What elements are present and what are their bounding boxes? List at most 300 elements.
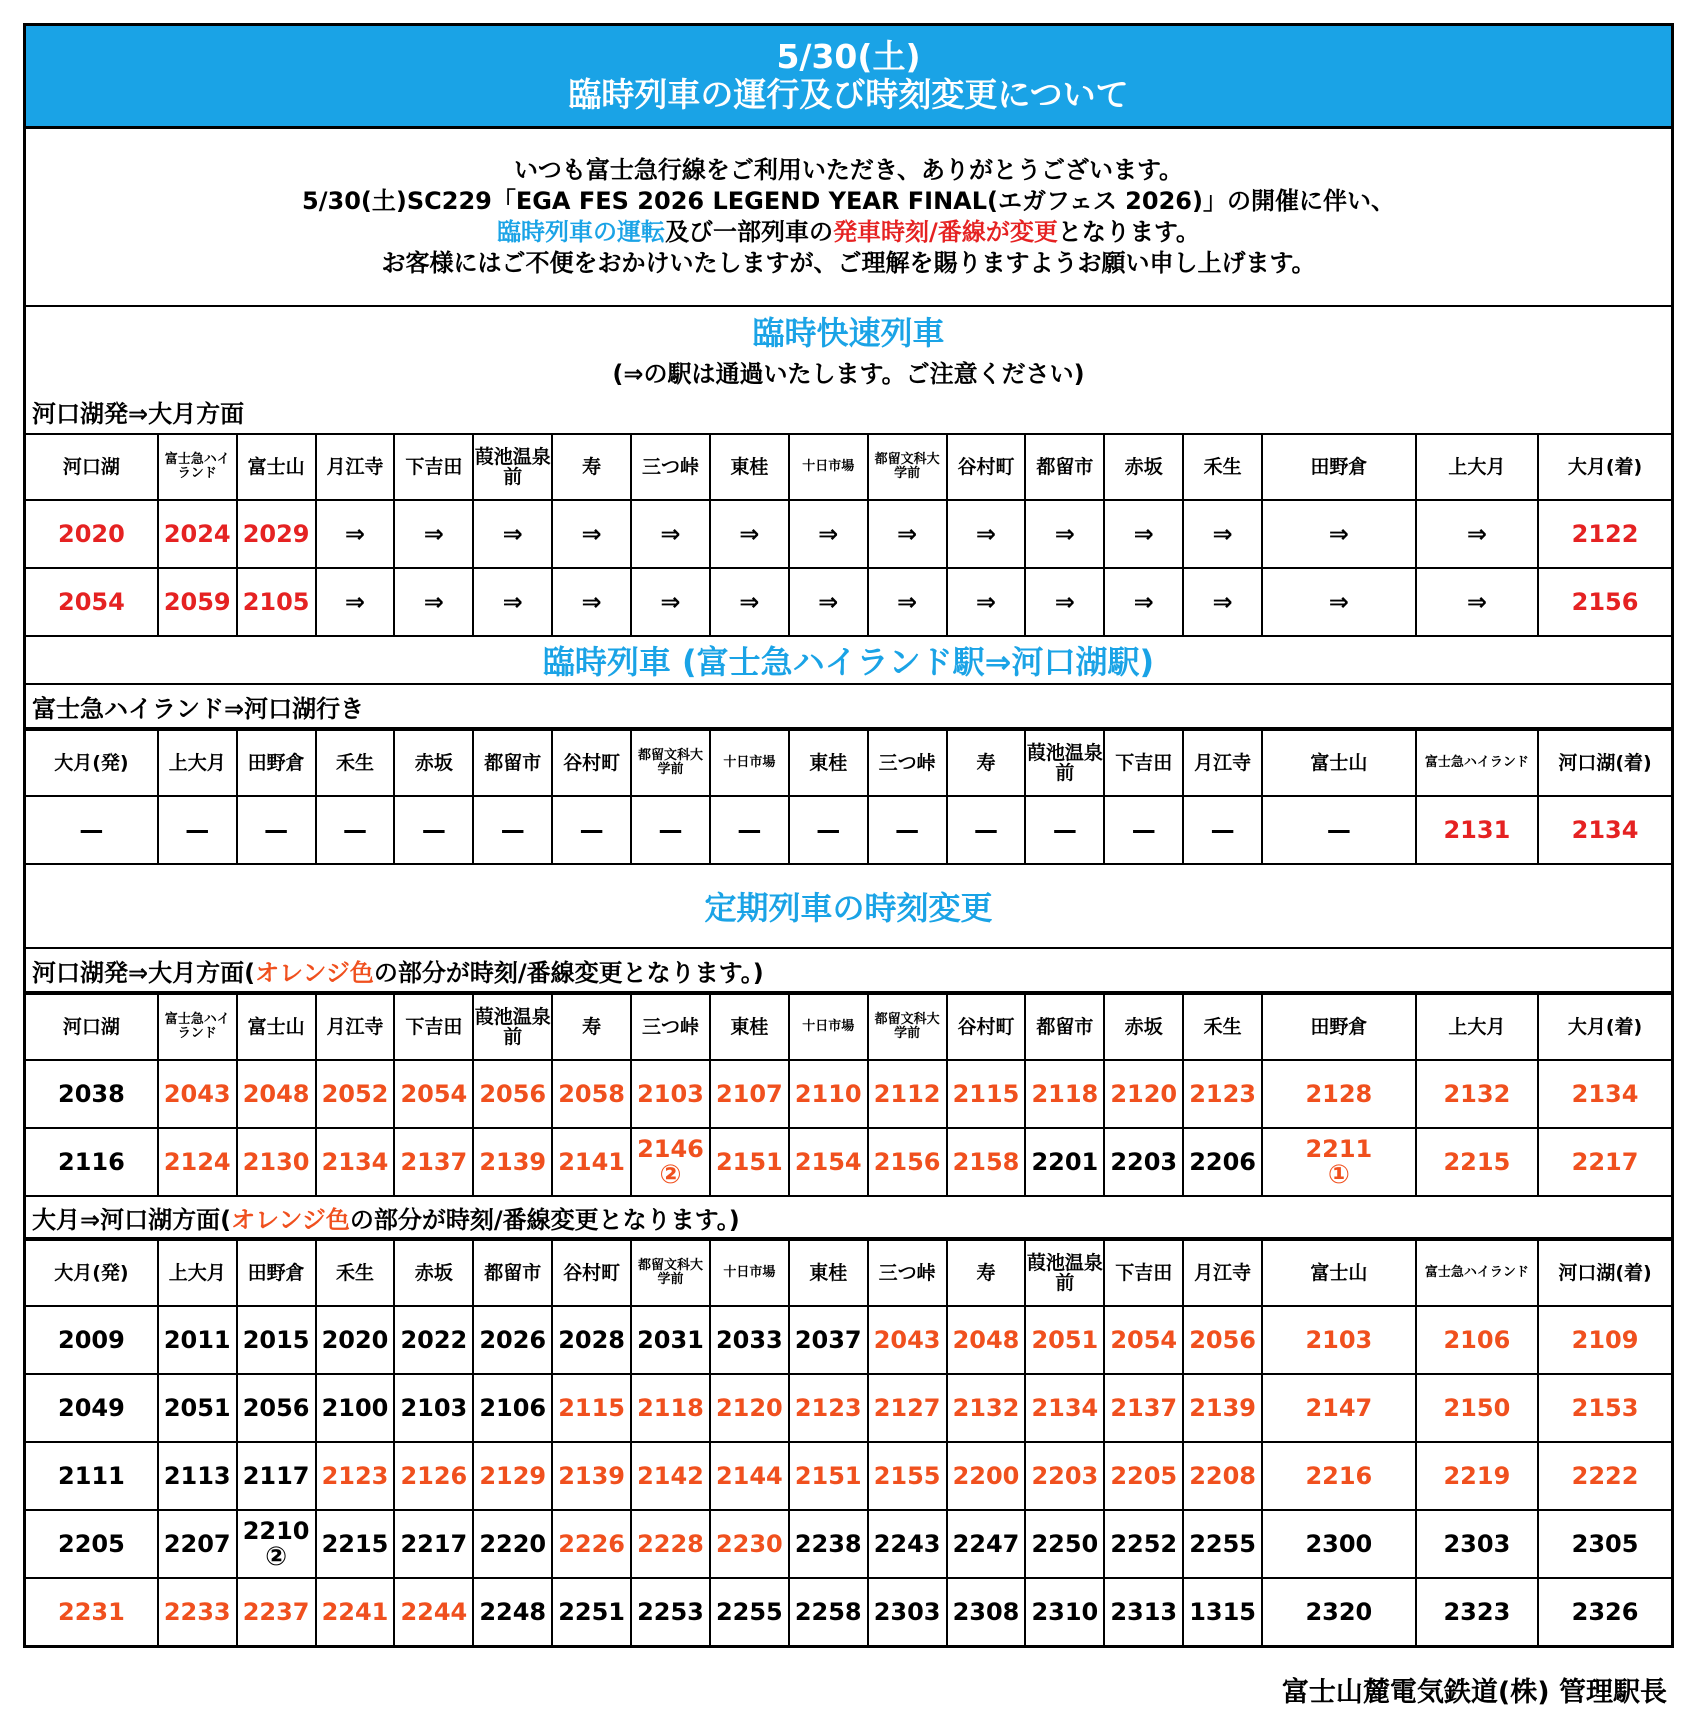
up-time-cell: 2216 xyxy=(1262,1442,1416,1510)
special-time-cell: — xyxy=(631,796,710,863)
up-time-cell: 2031 xyxy=(631,1306,710,1374)
special-time-cell: — xyxy=(1025,796,1104,863)
rapid-time-cell: ⇒ xyxy=(1416,500,1538,568)
up-time-cell: 2118 xyxy=(631,1374,710,1442)
down-time-cell: 2139 xyxy=(473,1128,552,1195)
platform-number: ① xyxy=(1327,1160,1350,1190)
rapid-header-cell: 大月(着) xyxy=(1538,434,1671,500)
title-date: 5/30(土) xyxy=(776,37,921,76)
down-time-cell: 2128 xyxy=(1262,1060,1416,1128)
up-time-cell: 2303 xyxy=(868,1578,947,1645)
notice-text xyxy=(26,129,1671,307)
up-direction xyxy=(26,1195,1671,1239)
up-time-cell: 2230 xyxy=(710,1510,789,1578)
up-time-cell: 2048 xyxy=(947,1306,1026,1374)
special-header-cell: 田野倉 xyxy=(237,730,316,796)
title-bar xyxy=(26,26,1671,129)
special-header-cell: 葭池温泉前 xyxy=(1025,730,1104,796)
up-time-cell: 2222 xyxy=(1538,1442,1671,1510)
up-time-cell: 2056 xyxy=(1183,1306,1262,1374)
time-value: 2146 xyxy=(637,1135,704,1163)
rapid-time-cell: ⇒ xyxy=(631,568,710,635)
timetable-notice xyxy=(23,23,1674,1648)
down-header-cell: 十日市場 xyxy=(789,994,868,1060)
title-main: 臨時列車の運行及び時刻変更について xyxy=(568,75,1129,114)
up-time-cell: 2020 xyxy=(316,1306,395,1374)
special-header-cell: 谷村町 xyxy=(552,730,631,796)
up-header-cell: 十日市場 xyxy=(710,1240,789,1306)
down-time-cell: 2130 xyxy=(237,1128,316,1195)
up-time-cell: 2129 xyxy=(473,1442,552,1510)
down-time-cell: 2120 xyxy=(1104,1060,1183,1128)
direction-text: 河口湖発⇒大月方面( xyxy=(32,958,256,987)
up-time-cell: 2255 xyxy=(1183,1510,1262,1578)
up-row xyxy=(26,1578,1671,1645)
down-header-cell: 禾生 xyxy=(1183,994,1262,1060)
rapid-direction: 河口湖発⇒大月方面 xyxy=(32,399,245,428)
down-header-cell: 上大月 xyxy=(1416,994,1538,1060)
up-time-cell: 2208 xyxy=(1183,1442,1262,1510)
down-time-cell: 2137 xyxy=(394,1128,473,1195)
down-time-cell: 2134 xyxy=(1538,1060,1671,1128)
up-time-cell: 2115 xyxy=(552,1374,631,1442)
rapid-time-cell: ⇒ xyxy=(710,568,789,635)
up-time-cell: 2308 xyxy=(947,1578,1026,1645)
down-header-cell: 田野倉 xyxy=(1262,994,1416,1060)
up-time-cell: 2310 xyxy=(1025,1578,1104,1645)
rapid-time-cell: ⇒ xyxy=(710,500,789,568)
rapid-time-cell: ⇒ xyxy=(631,500,710,568)
down-time-cell: 2206 xyxy=(1183,1128,1262,1195)
up-time-cell: 2243 xyxy=(868,1510,947,1578)
up-time-cell: 2233 xyxy=(158,1578,237,1645)
notice-text-part: 及び一部列車の xyxy=(665,218,834,246)
rapid-time-cell: ⇒ xyxy=(1104,500,1183,568)
up-header-cell: 葭池温泉前 xyxy=(1025,1240,1104,1306)
up-time-cell: 2049 xyxy=(26,1374,158,1442)
down-time-cell: 2116 xyxy=(26,1128,158,1195)
down-row xyxy=(26,1060,1671,1128)
up-time-cell: 2051 xyxy=(1025,1306,1104,1374)
up-header-cell: 都留市 xyxy=(473,1240,552,1306)
special-header-cell: 富士山 xyxy=(1262,730,1416,796)
up-time-cell: 2123 xyxy=(316,1442,395,1510)
special-time-cell: — xyxy=(1262,796,1416,863)
down-header-cell: 大月(着) xyxy=(1538,994,1671,1060)
platform-number: ② xyxy=(659,1160,682,1190)
time-value: 2211 xyxy=(1305,1135,1373,1163)
rapid-time-cell: ⇒ xyxy=(1416,568,1538,635)
special-header-cell: 禾生 xyxy=(316,730,395,796)
up-time-cell: 2238 xyxy=(789,1510,868,1578)
special-header-cell: 月江寺 xyxy=(1183,730,1262,796)
down-time-cell: 2156 xyxy=(868,1128,947,1195)
rapid-header-cell: 上大月 xyxy=(1416,434,1538,500)
down-time-cell: 2203 xyxy=(1104,1128,1183,1195)
up-header-cell: 禾生 xyxy=(316,1240,395,1306)
rapid-heading-block xyxy=(26,307,1671,389)
up-header-cell: 三つ峠 xyxy=(868,1240,947,1306)
rapid-time-cell: ⇒ xyxy=(394,500,473,568)
down-time-cell: 2118 xyxy=(1025,1060,1104,1128)
rapid-time-cell: ⇒ xyxy=(789,568,868,635)
up-time-cell: 2056 xyxy=(237,1374,316,1442)
up-time-cell: 2015 xyxy=(237,1306,316,1374)
rapid-timetable xyxy=(26,433,1671,635)
up-time-cell: 2037 xyxy=(789,1306,868,1374)
up-header-cell: 大月(発) xyxy=(26,1240,158,1306)
rapid-time-cell: 2156 xyxy=(1538,568,1671,635)
down-row xyxy=(26,1128,1671,1195)
rapid-note: (⇒の駅は通過いたします。ご注意ください) xyxy=(612,359,1085,388)
up-time-cell: 2144 xyxy=(710,1442,789,1510)
up-time-cell: 2113 xyxy=(158,1442,237,1510)
down-time-cell: 2103 xyxy=(631,1060,710,1128)
direction-text: 大月⇒河口湖方面( xyxy=(32,1205,232,1234)
up-time-cell: 2139 xyxy=(1183,1374,1262,1442)
rapid-time-cell: 2020 xyxy=(26,500,158,568)
down-time-cell: 2115 xyxy=(947,1060,1026,1128)
up-time-cell: 2237 xyxy=(237,1578,316,1645)
up-time-cell: 2120 xyxy=(710,1374,789,1442)
down-header-cell: 富士急ハイランド xyxy=(158,994,237,1060)
up-time-cell: 2323 xyxy=(1416,1578,1538,1645)
time-value: 2210 xyxy=(242,1517,310,1545)
down-time-cell: 2107 xyxy=(710,1060,789,1128)
special-row xyxy=(26,796,1671,863)
rapid-row xyxy=(26,500,1671,568)
rapid-header-cell: 田野倉 xyxy=(1262,434,1416,500)
up-time-cell: 2228 xyxy=(631,1510,710,1578)
rapid-header-cell: 月江寺 xyxy=(316,434,395,500)
up-time-cell: 2106 xyxy=(1416,1306,1538,1374)
down-time-cell xyxy=(631,1128,710,1195)
regular-heading: 定期列車の時刻変更 xyxy=(26,863,1671,949)
up-header-cell: 寿 xyxy=(947,1240,1026,1306)
up-time-cell: 2022 xyxy=(394,1306,473,1374)
down-header-cell: 寿 xyxy=(552,994,631,1060)
up-time-cell: 2043 xyxy=(868,1306,947,1374)
rapid-header-cell: 十日市場 xyxy=(789,434,868,500)
down-header-cell: 三つ峠 xyxy=(631,994,710,1060)
up-time-cell: 2215 xyxy=(316,1510,395,1578)
rapid-header-cell: 三つ峠 xyxy=(631,434,710,500)
special-time-cell: — xyxy=(710,796,789,863)
up-time-cell: 2247 xyxy=(947,1510,1026,1578)
special-header-cell: 三つ峠 xyxy=(868,730,947,796)
rapid-time-cell: ⇒ xyxy=(789,500,868,568)
rapid-time-cell: 2122 xyxy=(1538,500,1671,568)
up-header-cell: 富士急ハイランド xyxy=(1416,1240,1538,1306)
down-header-cell: 都留市 xyxy=(1025,994,1104,1060)
rapid-time-cell: 2024 xyxy=(158,500,237,568)
special-time-cell: — xyxy=(1183,796,1262,863)
up-time-cell: 2132 xyxy=(947,1374,1026,1442)
up-timetable xyxy=(26,1239,1671,1645)
special-time-cell: — xyxy=(237,796,316,863)
up-time-cell: 2203 xyxy=(1025,1442,1104,1510)
up-row xyxy=(26,1510,1671,1578)
rapid-time-cell: 2029 xyxy=(237,500,316,568)
special-header-cell: 寿 xyxy=(947,730,1026,796)
up-header-cell: 月江寺 xyxy=(1183,1240,1262,1306)
up-time-cell: 2103 xyxy=(394,1374,473,1442)
special-time-cell: — xyxy=(947,796,1026,863)
up-time-cell: 2100 xyxy=(316,1374,395,1442)
rapid-header-cell: 寿 xyxy=(552,434,631,500)
rapid-header-cell: 東桂 xyxy=(710,434,789,500)
up-time-cell: 2207 xyxy=(158,1510,237,1578)
up-time-cell: 2251 xyxy=(552,1578,631,1645)
up-header-cell: 赤坂 xyxy=(394,1240,473,1306)
rapid-header-cell: 赤坂 xyxy=(1104,434,1183,500)
down-time-cell: 2052 xyxy=(316,1060,395,1128)
up-header-cell: 河口湖(着) xyxy=(1538,1240,1671,1306)
up-header-cell: 谷村町 xyxy=(552,1240,631,1306)
up-time-cell: 2127 xyxy=(868,1374,947,1442)
rapid-time-cell: 2105 xyxy=(237,568,316,635)
platform-number: ② xyxy=(265,1542,288,1572)
special-time-cell: — xyxy=(394,796,473,863)
down-time-cell: 2110 xyxy=(789,1060,868,1128)
down-time-cell: 2058 xyxy=(552,1060,631,1128)
special-time-cell: — xyxy=(552,796,631,863)
special-header-cell: 都留文科大学前 xyxy=(631,730,710,796)
down-time-cell: 2056 xyxy=(473,1060,552,1128)
down-time-cell: 2048 xyxy=(237,1060,316,1128)
down-header-cell: 赤坂 xyxy=(1104,994,1183,1060)
rapid-time-cell: ⇒ xyxy=(1262,500,1416,568)
up-header-cell: 上大月 xyxy=(158,1240,237,1306)
rapid-time-cell: ⇒ xyxy=(316,500,395,568)
up-time-cell: 1315 xyxy=(1183,1578,1262,1645)
down-time-cell xyxy=(1262,1128,1416,1195)
special-header-cell: 上大月 xyxy=(158,730,237,796)
up-row xyxy=(26,1306,1671,1374)
up-time-cell: 2026 xyxy=(473,1306,552,1374)
rapid-time-cell: ⇒ xyxy=(473,500,552,568)
rapid-header-cell: 都留市 xyxy=(1025,434,1104,500)
special-time-cell: — xyxy=(868,796,947,863)
notice-line-3 xyxy=(497,217,1200,248)
down-time-cell: 2217 xyxy=(1538,1128,1671,1195)
down-time-cell: 2123 xyxy=(1183,1060,1262,1128)
special-time-cell: — xyxy=(473,796,552,863)
rapid-time-cell: ⇒ xyxy=(1183,500,1262,568)
rapid-header-cell: 富士急ハイランド xyxy=(158,434,237,500)
up-time-cell: 2054 xyxy=(1104,1306,1183,1374)
rapid-time-cell: ⇒ xyxy=(316,568,395,635)
rapid-time-cell: ⇒ xyxy=(1025,568,1104,635)
rapid-time-cell: 2059 xyxy=(158,568,237,635)
rapid-time-cell: ⇒ xyxy=(473,568,552,635)
rapid-time-cell: ⇒ xyxy=(394,568,473,635)
up-time-cell: 2205 xyxy=(26,1510,158,1578)
notice-highlight-change: 発車時刻/番線が変更 xyxy=(833,218,1058,246)
down-time-cell: 2201 xyxy=(1025,1128,1104,1195)
special-heading: 臨時列車 (富士急ハイランド駅⇒河口湖駅) xyxy=(26,635,1671,685)
up-time-cell: 2123 xyxy=(789,1374,868,1442)
up-header-cell: 都留文科大学前 xyxy=(631,1240,710,1306)
rapid-time-cell: ⇒ xyxy=(947,568,1026,635)
notice-text-part: となります。 xyxy=(1057,218,1200,246)
up-time-cell: 2244 xyxy=(394,1578,473,1645)
up-time-cell: 2241 xyxy=(316,1578,395,1645)
up-time-cell: 2150 xyxy=(1416,1374,1538,1442)
down-time-cell: 2141 xyxy=(552,1128,631,1195)
special-header-cell: 河口湖(着) xyxy=(1538,730,1671,796)
rapid-header-cell: 谷村町 xyxy=(947,434,1026,500)
up-time-cell: 2300 xyxy=(1262,1510,1416,1578)
up-time-cell: 2258 xyxy=(789,1578,868,1645)
notice-highlight-special: 臨時列車の運転 xyxy=(497,218,666,246)
down-header-cell: 都留文科大学前 xyxy=(868,994,947,1060)
special-direction: 富士急ハイランド⇒河口湖行き xyxy=(26,685,1671,729)
up-header-cell: 田野倉 xyxy=(237,1240,316,1306)
special-header-cell: 富士急ハイランド xyxy=(1416,730,1538,796)
rapid-time-cell: ⇒ xyxy=(947,500,1026,568)
up-time-cell: 2155 xyxy=(868,1442,947,1510)
up-time-cell: 2220 xyxy=(473,1510,552,1578)
special-header-cell: 十日市場 xyxy=(710,730,789,796)
up-time-cell: 2153 xyxy=(1538,1374,1671,1442)
down-time-cell: 2158 xyxy=(947,1128,1026,1195)
up-time-cell: 2009 xyxy=(26,1306,158,1374)
rapid-time-cell: ⇒ xyxy=(1104,568,1183,635)
up-time-cell: 2106 xyxy=(473,1374,552,1442)
up-time-cell: 2117 xyxy=(237,1442,316,1510)
rapid-time-cell: ⇒ xyxy=(552,568,631,635)
rapid-header-cell: 下吉田 xyxy=(394,434,473,500)
notice-line-1: いつも富士急行線をご利用いただき、ありがとうございます。 xyxy=(513,156,1184,184)
down-time-cell: 2154 xyxy=(789,1128,868,1195)
down-time-cell: 2132 xyxy=(1416,1060,1538,1128)
up-time-cell: 2303 xyxy=(1416,1510,1538,1578)
orange-label: オレンジ色 xyxy=(255,958,374,987)
rapid-time-cell: ⇒ xyxy=(868,568,947,635)
down-header-cell: 谷村町 xyxy=(947,994,1026,1060)
special-time-cell: — xyxy=(789,796,868,863)
up-time-cell: 2028 xyxy=(552,1306,631,1374)
special-time-cell: 2134 xyxy=(1538,796,1671,863)
rapid-time-cell: 2054 xyxy=(26,568,158,635)
rapid-heading: 臨時快速列車 xyxy=(752,313,945,352)
up-time-cell: 2252 xyxy=(1104,1510,1183,1578)
up-time-cell xyxy=(237,1510,316,1578)
special-time-cell: — xyxy=(316,796,395,863)
down-time-cell: 2151 xyxy=(710,1128,789,1195)
down-header-cell: 河口湖 xyxy=(26,994,158,1060)
down-time-cell: 2134 xyxy=(316,1128,395,1195)
down-time-cell: 2038 xyxy=(26,1060,158,1128)
up-time-cell: 2226 xyxy=(552,1510,631,1578)
footer-signature: 富士山麓電気鉄道(株) 管理駅長 xyxy=(1281,1677,1667,1708)
down-timetable xyxy=(26,993,1671,1195)
special-time-cell: 2131 xyxy=(1416,796,1538,863)
special-timetable xyxy=(26,729,1671,863)
up-time-cell: 2248 xyxy=(473,1578,552,1645)
up-time-cell: 2305 xyxy=(1538,1510,1671,1578)
rapid-time-cell: ⇒ xyxy=(1025,500,1104,568)
down-time-cell: 2043 xyxy=(158,1060,237,1128)
up-time-cell: 2137 xyxy=(1104,1374,1183,1442)
up-time-cell: 2253 xyxy=(631,1578,710,1645)
up-time-cell: 2142 xyxy=(631,1442,710,1510)
down-header-cell: 月江寺 xyxy=(316,994,395,1060)
up-time-cell: 2151 xyxy=(789,1442,868,1510)
up-time-cell: 2103 xyxy=(1262,1306,1416,1374)
up-header-cell: 富士山 xyxy=(1262,1240,1416,1306)
special-header-cell: 下吉田 xyxy=(1104,730,1183,796)
rapid-header-cell: 都留文科大学前 xyxy=(868,434,947,500)
rapid-time-cell: ⇒ xyxy=(1262,568,1416,635)
up-time-cell: 2313 xyxy=(1104,1578,1183,1645)
down-time-cell: 2215 xyxy=(1416,1128,1538,1195)
down-time-cell: 2112 xyxy=(868,1060,947,1128)
up-time-cell: 2320 xyxy=(1262,1578,1416,1645)
down-header-cell: 下吉田 xyxy=(394,994,473,1060)
rapid-time-cell: ⇒ xyxy=(868,500,947,568)
up-row xyxy=(26,1374,1671,1442)
special-header-cell: 都留市 xyxy=(473,730,552,796)
up-time-cell: 2255 xyxy=(710,1578,789,1645)
up-time-cell: 2139 xyxy=(552,1442,631,1510)
rapid-time-cell: ⇒ xyxy=(1183,568,1262,635)
rapid-row xyxy=(26,568,1671,635)
up-row xyxy=(26,1442,1671,1510)
rapid-header-cell: 河口湖 xyxy=(26,434,158,500)
special-header-cell: 赤坂 xyxy=(394,730,473,796)
up-header-cell: 下吉田 xyxy=(1104,1240,1183,1306)
up-time-cell: 2231 xyxy=(26,1578,158,1645)
up-time-cell: 2051 xyxy=(158,1374,237,1442)
down-time-cell: 2054 xyxy=(394,1060,473,1128)
special-time-cell: — xyxy=(26,796,158,863)
up-time-cell: 2109 xyxy=(1538,1306,1671,1374)
up-time-cell: 2134 xyxy=(1025,1374,1104,1442)
up-time-cell: 2205 xyxy=(1104,1442,1183,1510)
special-time-cell: — xyxy=(158,796,237,863)
rapid-time-cell: ⇒ xyxy=(552,500,631,568)
up-time-cell: 2033 xyxy=(710,1306,789,1374)
up-time-cell: 2217 xyxy=(394,1510,473,1578)
down-header-cell: 東桂 xyxy=(710,994,789,1060)
up-time-cell: 2011 xyxy=(158,1306,237,1374)
up-time-cell: 2200 xyxy=(947,1442,1026,1510)
up-time-cell: 2147 xyxy=(1262,1374,1416,1442)
rapid-header-cell: 禾生 xyxy=(1183,434,1262,500)
up-time-cell: 2126 xyxy=(394,1442,473,1510)
notice-line-4: お客様にはご不便をおかけいたしますが、ご理解を賜りますようお願い申し上げます。 xyxy=(381,249,1316,277)
special-header-cell: 大月(発) xyxy=(26,730,158,796)
direction-text: の部分が時刻/番線変更となります。) xyxy=(349,1205,740,1234)
notice-line-2: 5/30(土)SC229「EGA FES 2026 LEGEND YEAR FINAL(エガフェス 2026)」の開催に伴い、 xyxy=(302,187,1395,215)
special-time-cell: — xyxy=(1104,796,1183,863)
down-direction xyxy=(26,949,1671,993)
up-header-cell: 東桂 xyxy=(789,1240,868,1306)
direction-text: の部分が時刻/番線変更となります。) xyxy=(373,958,764,987)
rapid-header-cell: 富士山 xyxy=(237,434,316,500)
special-header-cell: 東桂 xyxy=(789,730,868,796)
up-time-cell: 2111 xyxy=(26,1442,158,1510)
down-header-cell: 葭池温泉前 xyxy=(473,994,552,1060)
rapid-header-cell: 葭池温泉前 xyxy=(473,434,552,500)
down-time-cell: 2124 xyxy=(158,1128,237,1195)
up-time-cell: 2326 xyxy=(1538,1578,1671,1645)
orange-label: オレンジ色 xyxy=(231,1205,350,1234)
down-header-cell: 富士山 xyxy=(237,994,316,1060)
up-time-cell: 2219 xyxy=(1416,1442,1538,1510)
